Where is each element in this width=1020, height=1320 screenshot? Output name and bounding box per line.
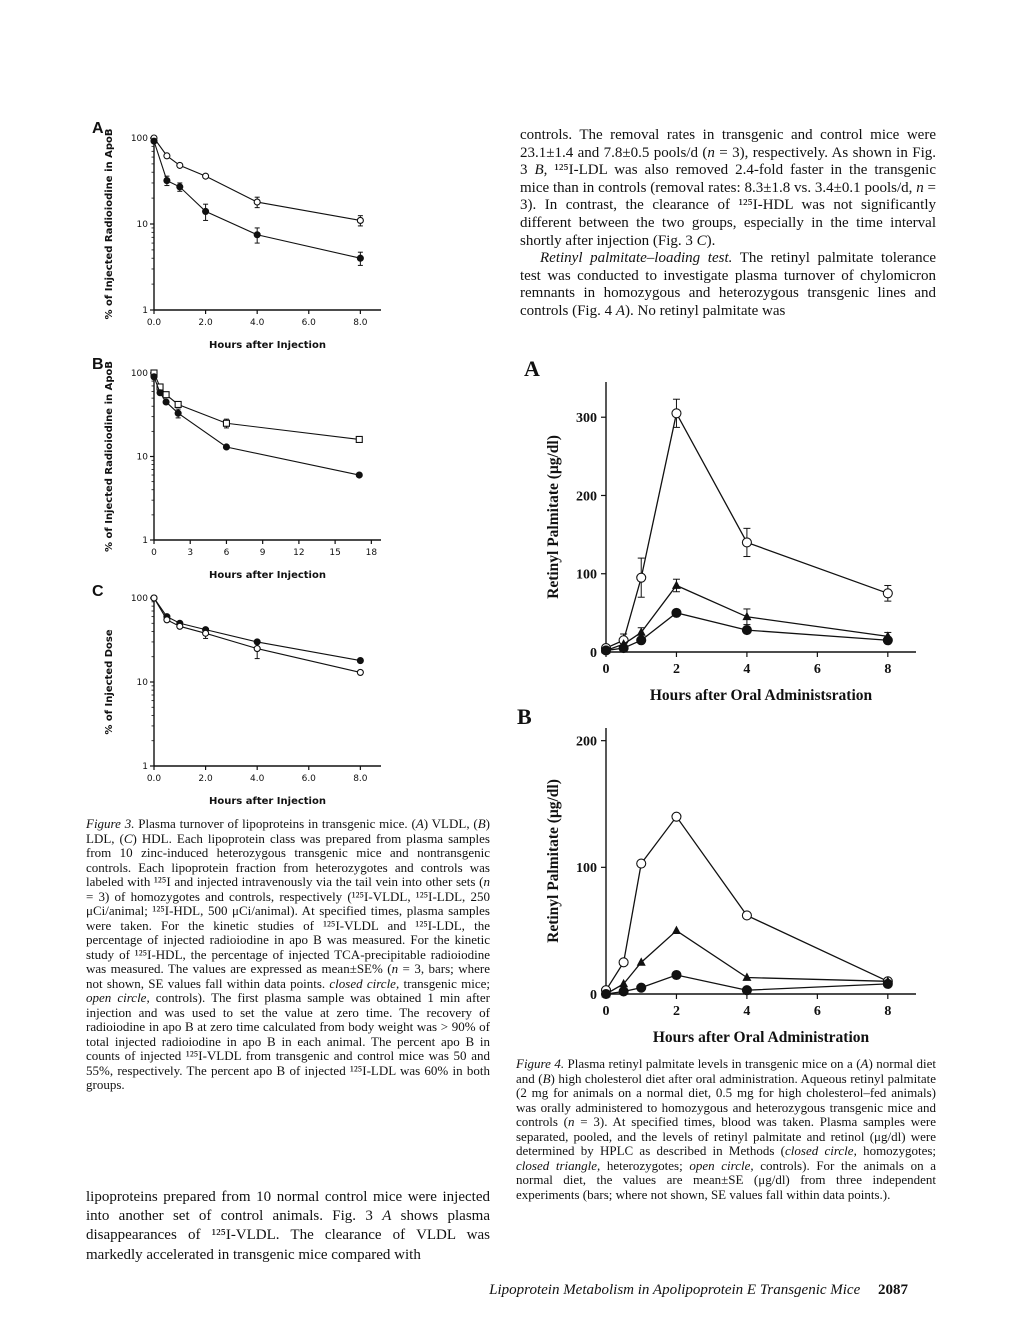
svg-text:1: 1 [142,536,148,547]
svg-text:% of Injected Radioiodine in A: % of Injected Radioiodine in ApoB [104,128,115,320]
svg-text:100: 100 [130,369,148,380]
svg-text:% of Injected Radioiodine in A: % of Injected Radioiodine in ApoB [104,361,115,552]
svg-text:200: 200 [576,734,597,750]
series-transgenic-mice-closed-circle [151,374,362,478]
svg-text:100: 100 [130,134,148,145]
svg-text:6: 6 [813,662,821,677]
svg-text:6.0: 6.0 [301,774,316,784]
svg-text:0.0: 0.0 [146,318,162,328]
figure3-caption [86,817,490,1093]
svg-text:18: 18 [365,548,378,558]
svg-text:4: 4 [743,662,751,677]
svg-text:4.0: 4.0 [250,774,265,784]
svg-text:12: 12 [293,548,305,558]
svg-text:Hours after Oral Administratio: Hours after Oral Administration [652,1029,870,1046]
svg-text:300: 300 [576,411,597,427]
svg-text:3: 3 [187,548,194,558]
svg-text:200: 200 [576,489,597,505]
svg-text:8.0: 8.0 [353,318,368,328]
left-bottom-paragraph [86,1188,490,1265]
figure3-panel-b-label: B [92,356,104,373]
svg-text:% of Injected Dose: % of Injected Dose [104,629,115,735]
figure3-panel-c-label: C [92,583,104,600]
svg-text:6: 6 [813,1004,821,1019]
figure4-caption-text: Figure 4. Plasma retinyl palmitate levels in transgenic mice on a (A) normal diet and (B) high cholesterol diet after oral administration. Aqueous retinyl palmitate (2 mg for animals on a normal diet, 0.5 mg for high cholesterol–fed animals) was orally administered to homozygous and heterozygous transgenic mice and controls (n = 3). At specified times, blood was taken. Plasma samples were separated, pooled, and the levels of retinyl palmitate and retinol (μg/dl) were determined by HPLC as described in Methods (closed circle, homozygotes; closed triangle, heterozygotes; open circle, controls). For the animals on a normal diet, the values are mean±SE (μg/dl) from three independent experiments (bars; where not shown, SE values fall within data points.). [516,1056,937,1202]
svg-text:Hours after Injection: Hours after Injection [209,570,326,581]
svg-text:2: 2 [672,1004,680,1019]
series-controls-open-square [151,370,362,442]
svg-text:8: 8 [884,1004,892,1019]
chart-svg-fig4a [540,366,936,710]
svg-text:Retinyl Palmitate (μg/dl): Retinyl Palmitate (μg/dl) [545,435,562,599]
left-bottom-paragraph-text: lipoproteins prepared from 10 normal control mice were injected into another set of control animals. Fig. 3 A shows plasma disappearances of ¹²⁵I-VLDL. The clearance of VLDL was markedly accelerated in transgenic mice compared with [86,1189,490,1263]
svg-text:10: 10 [136,220,148,231]
svg-text:Retinyl Palmitate (μg/dl): Retinyl Palmitate (μg/dl) [545,779,562,943]
svg-text:0: 0 [602,662,610,677]
paragraph-removal-rates: controls. The removal rates in transgenic and control mice were 23.1±1.4 and 7.8±0.5 pools/d (n = 3), respectively. As shown in Fig. 3 B, ¹²⁵I-LDL was also removed 2.4-fold faster in the transgenic mice than in controls (removal rates: 8.3±1.8 vs. 3.4±0.1 pools/d, n = 3). In contrast, the clearance of ¹²⁵I-HDL was not significantly different between the two groups, especially in the time interval shortly after injection (Fig. 3 C). [520,127,937,249]
svg-text:0: 0 [590,987,597,1003]
axes [104,594,381,807]
svg-text:4: 4 [743,1004,751,1019]
svg-text:100: 100 [130,594,148,605]
chart-svg-fig3b [100,363,395,584]
svg-text:0.0: 0.0 [146,774,162,784]
figure3-chart-vldl [100,128,395,354]
svg-text:15: 15 [329,548,341,558]
svg-text:100: 100 [576,567,597,583]
series-controls-open-circle [151,595,363,675]
right-column-text [520,127,936,321]
svg-text:6.0: 6.0 [301,318,316,328]
svg-text:2.0: 2.0 [198,774,213,784]
svg-text:Hours after Oral Administsrati: Hours after Oral Administsration [649,687,873,704]
svg-text:Hours after Injection: Hours after Injection [209,796,326,807]
figure3-chart-ldl [100,363,395,584]
svg-text:10: 10 [136,452,148,463]
chart-svg-fig4b [540,712,936,1052]
page-footer [489,1282,908,1299]
figure3-chart-hdl [100,588,395,810]
svg-text:0: 0 [151,548,157,558]
svg-text:100: 100 [576,861,597,877]
chart-svg-fig3a [100,128,395,354]
figure4-caption [516,1057,936,1202]
figure3-panel-a-label: A [92,120,104,137]
svg-text:6: 6 [223,548,230,558]
running-title: Lipoprotein Metabolism in Apolipoprotein E Transgenic Mice [489,1282,861,1298]
axes [104,129,381,351]
svg-text:8.0: 8.0 [353,774,368,784]
svg-text:0: 0 [602,1004,610,1019]
page-number: 2087 [878,1282,908,1298]
figure4-chart-normal-diet [540,366,936,710]
svg-text:1: 1 [142,306,148,317]
svg-text:Hours after Injection: Hours after Injection [209,340,326,351]
svg-text:4.0: 4.0 [250,318,265,328]
svg-text:9: 9 [259,548,266,558]
figure4-panel-b-label: B [517,704,532,729]
svg-text:10: 10 [136,678,148,689]
figure4-panel-a-label: A [524,356,540,381]
svg-text:8: 8 [884,662,892,677]
series-controls-open-circle [151,135,363,226]
paragraph-retinyl-test: Retinyl palmitate–loading test. The retinyl palmitate tolerance test was conducted to investigate plasma turnover of chylomicron remnants in homozygous and heterozygous transgenic lines and controls (Fig. 4 A). No retinyl palmitate was [520,250,936,319]
chart-svg-fig3c [100,588,395,810]
axes [545,382,916,704]
figure4-chart-cholesterol-diet [540,712,936,1052]
svg-text:0: 0 [590,645,597,661]
svg-text:2.0: 2.0 [198,318,213,328]
svg-text:2: 2 [672,662,680,677]
figure3-caption-text: Figure 3. Plasma turnover of lipoproteins in transgenic mice. (A) VLDL, (B) LDL, (C) HDL. Each lipoprotein class was prepared from plasma samples from 10 zinc-induced heterozygous transgenic mice and nontransgenic controls. Each lipoprotein fraction from heterozygotes and controls was labeled with ¹²⁵I and injected intravenously via the tail vein into other sets (n = 3) of homozygotes and controls, respectively (¹²⁵I-VLDL, ¹²⁵I-LDL, 250 μCi/animal; ¹²⁵I-HDL, 500 μCi/animal). At specified times, plasma samples were taken. For the kinetic studies of ¹²⁵I-VLDL and ¹²⁵I-LDL, the percentage of injected radioiodine in apo B was measured. For the kinetic study of ¹²⁵I-HDL, the percentage of injected TCA-precipitable radioiodine was measured. The values are expressed as mean±SE% (n = 3, bars; where not shown, SE values fall within data points. closed circle, transgenic mice; open circle, controls). The first plasma sample was obtained 1 min after injection and was used to set the value at zero time. The recovery of radioiodine in apo B at zero time calculated from body weight was > 90% of total injected radioiodine in apo B in each animal. The percent apo B in counts of injected ¹²⁵I-VLDL from transgenic and control mice was 50 and 55%, respectively. The percent apo B of injected ¹²⁵I-LDL was 60% in both groups. [86,816,491,1092]
svg-text:1: 1 [142,762,148,773]
series-controls-open-circle [602,812,893,995]
axes [545,728,916,1046]
